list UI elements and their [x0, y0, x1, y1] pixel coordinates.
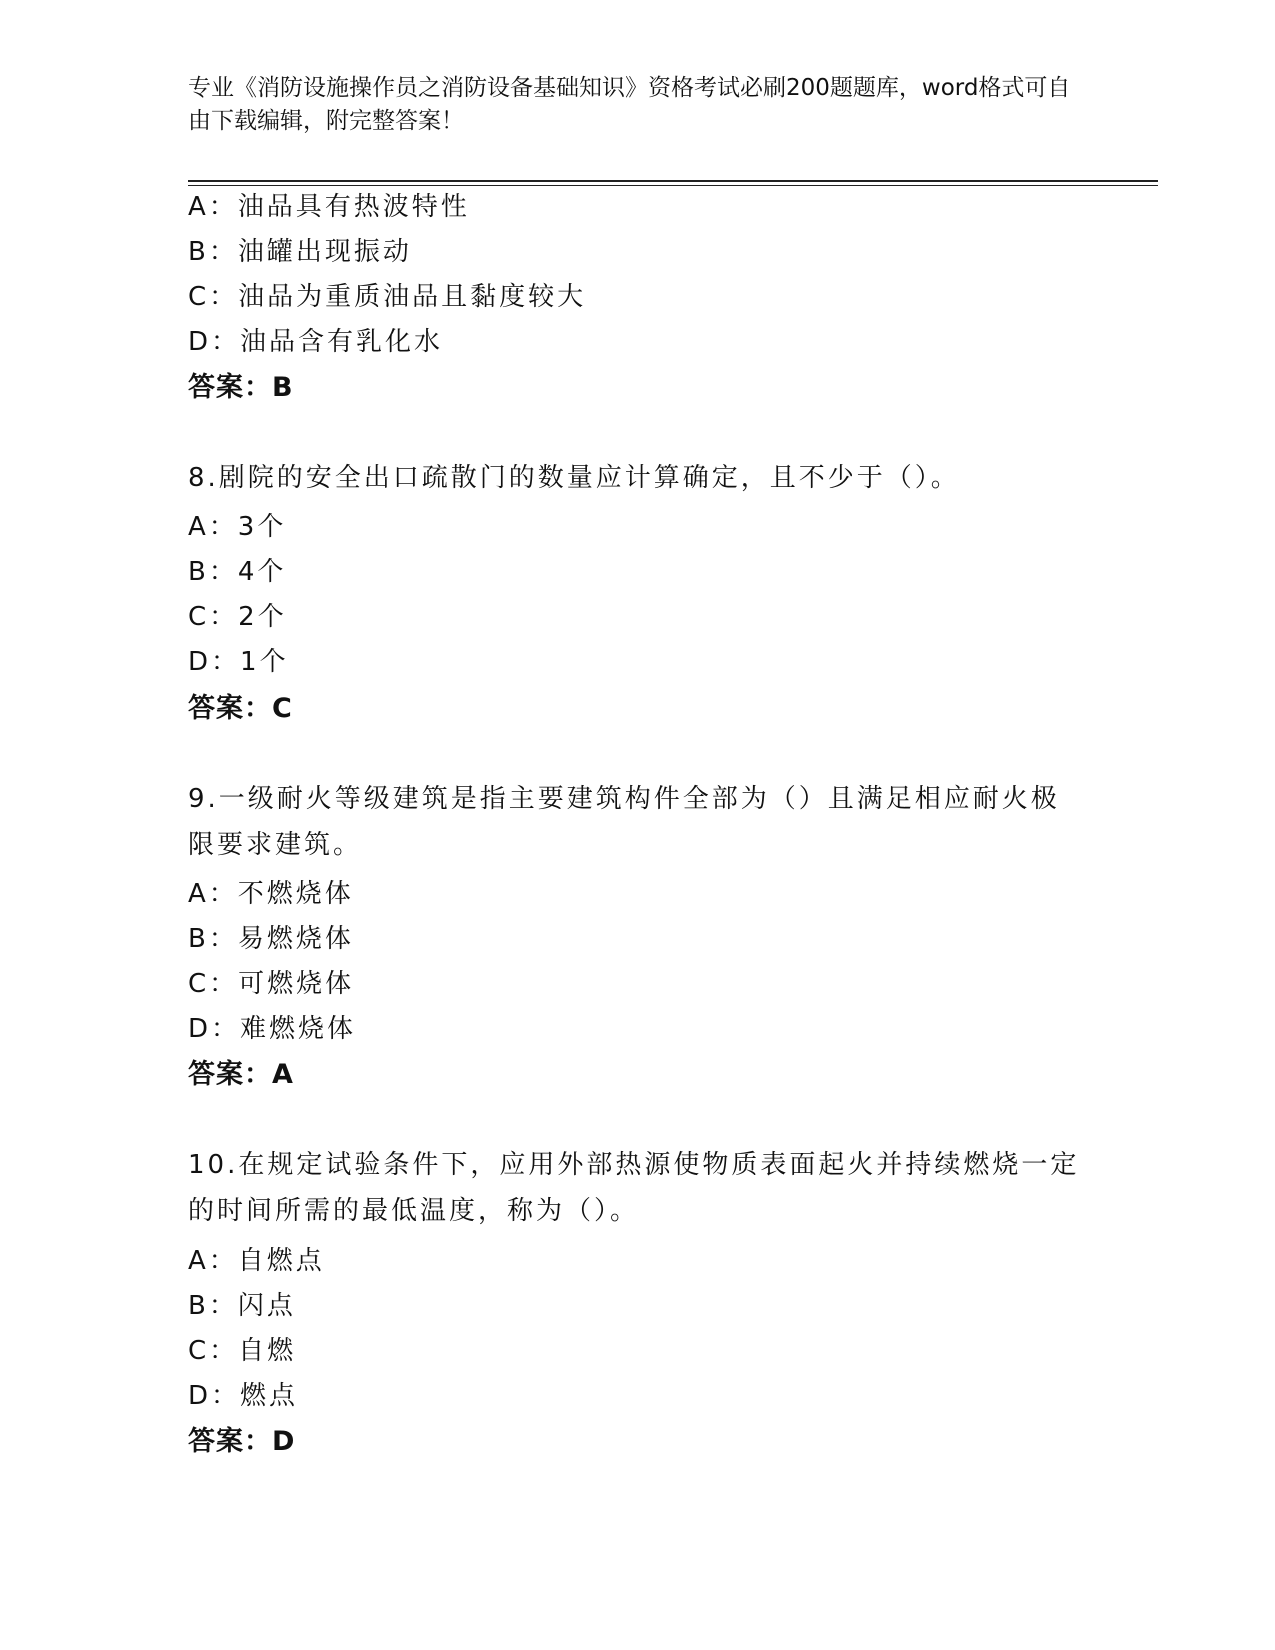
header-divider: [188, 180, 1158, 182]
answer: 答案：A: [188, 1059, 294, 1090]
option-b: B：易燃烧体: [188, 924, 354, 954]
option-d: D：难燃烧体: [188, 1014, 357, 1044]
option-a: A：油品具有热波特性: [188, 192, 470, 222]
option-d: D：燃点: [188, 1381, 299, 1411]
option-b: B：油罐出现振动: [188, 237, 412, 267]
question-10: 10.在规定试验条件下，应用外部热源使物质表面起火并持续燃烧一定的时间所需的最低温度，称为（）。: [188, 1150, 1080, 1226]
option-c: C：2个: [188, 602, 287, 632]
question-8: 8.剧院的安全出口疏散门的数量应计算确定，且不少于（）。: [188, 463, 960, 493]
option-b: B：4个: [188, 557, 287, 587]
option-c: C：可燃烧体: [188, 969, 355, 999]
answer: 答案：C: [188, 693, 293, 724]
option-c: C：油品为重质油品且黏度较大: [188, 282, 587, 312]
answer: 答案：B: [188, 372, 294, 403]
option-c: C：自燃: [188, 1336, 297, 1366]
document-header: 专业《消防设施操作员之消防设备基础知识》资格考试必刷200题题库，word格式可自由下载编辑，附完整答案！: [188, 75, 1071, 134]
option-a: A：3个: [188, 512, 287, 542]
option-d: D：油品含有乳化水: [188, 327, 444, 357]
option-a: A：自燃点: [188, 1246, 325, 1276]
option-a: A：不燃烧体: [188, 879, 354, 909]
question-9: 9.一级耐火等级建筑是指主要建筑构件全部为（）且满足相应耐火极限要求建筑。: [188, 784, 1060, 860]
option-b: B：闪点: [188, 1291, 296, 1321]
answer: 答案：D: [188, 1426, 296, 1457]
option-d: D：1个: [188, 647, 289, 677]
